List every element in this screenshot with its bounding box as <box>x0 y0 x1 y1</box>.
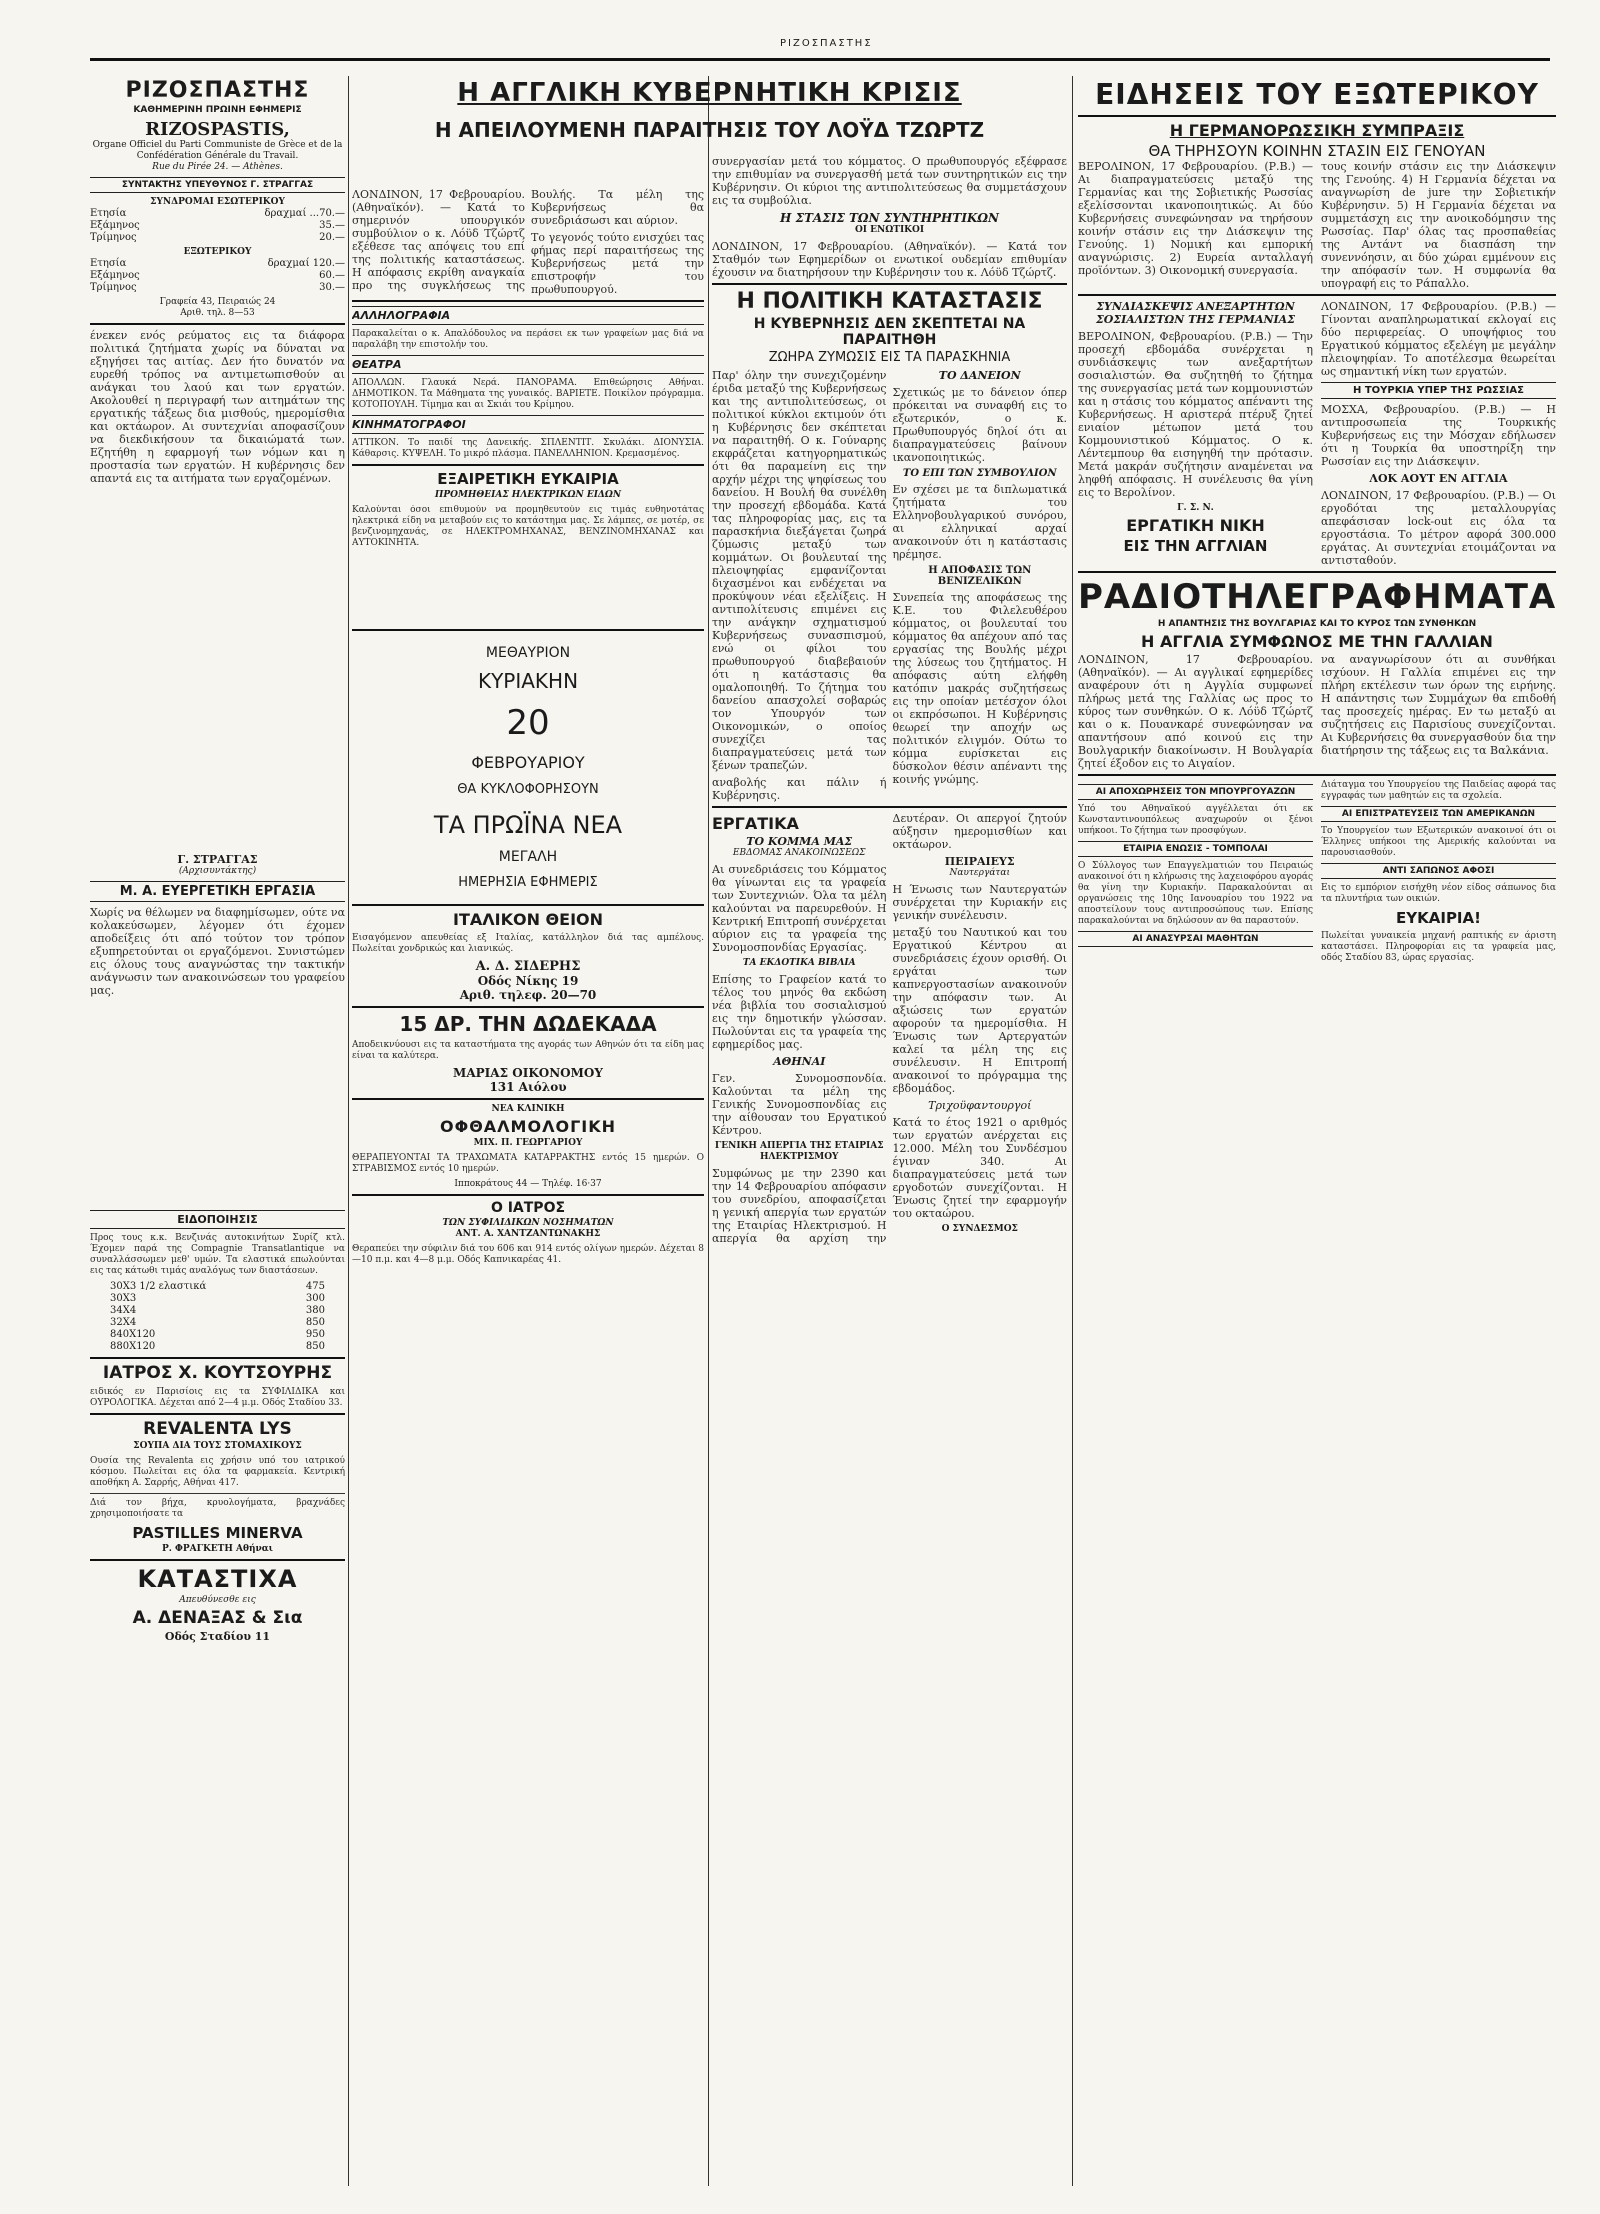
notice-text: Διάταγμα του Υπουργείου της Παιδείας αφορά τας εγγραφάς των μαθητών εις τα σχολεία. <box>1321 780 1556 801</box>
revalenta-title: REVALENTA LYS <box>143 1419 292 1439</box>
socialists-victory-section <box>1078 300 1556 567</box>
council-title: ΤΟ ΕΠΙ ΤΩΝ ΣΥΜΒΟΥΛΙΟΝ <box>902 468 1057 479</box>
german-russian-title: Η ΓΕΡΜΑΝΟΡΩΣΣΙΚΗ ΣΥΜΠΡΑΞΙΣ <box>1169 121 1465 140</box>
socialists-signature: Γ. Σ. Ν. <box>1177 503 1214 513</box>
katastixa-name: Α. ΔΕΝΑΞΑΣ & Σια <box>132 1608 303 1628</box>
main-headline: Η ΑΓΓΛΙΚΗ ΚΥΒΕΡΝΗΤΙΚΗ ΚΡΙΣΙΣ <box>457 78 962 108</box>
radio-headline: ΡΑΔΙΟΤΗΛΕΓΡΑΦΗΜΑΤΑ <box>1078 577 1556 617</box>
theatres-text: ΑΠΟΛΛΩΝ. Γλαυκά Νερά. ΠΑΝΟΡΑΜΑ. Επιθεώρησις Αθήναι. ΔΗΜΟΤΙΚΟΝ. Τα Μάθηματα της γυναικός. ΒΑΡΙΕΤΕ. Ποικίλον πρόγραμμα. ΚΟΤΟΠΟΥΛΗ. Τίμημα και αι Σκιάι του Κρίμηου. <box>352 378 704 410</box>
kyriaki-line: ΤΑ ΠΡΩΪΝΑ ΝΕΑ <box>433 811 623 839</box>
loan-title: ΤΟ ΔΑΝΕΙΟΝ <box>938 369 1021 382</box>
notice-text: Ο Σύλλογος των Επαγγελματιών του Πειραιώς ανακοινοί ότι η κλήρωσις της λαχειοφόρου αγοράς θα γίνη την Κυριακήν. Παρακαλούνται αι οργανώσεις της 10ης Ιανουαρίου του 1922 να αποστείλουν τους αντιπροσώπους των. Επίσης παρακαλούνται να δηλώσουν αν θα παραστούν. <box>1078 861 1313 926</box>
doctor-ad-text: ειδικός εν Παρισίοις εις τα ΣΥΦΙΛΙΔΙΚΑ και ΟΥΡΟΛΟΓΙΚΑ. Δέχεται από 2—4 μ.μ. Οδός Σταδίου 33. <box>90 1387 345 1408</box>
cinemas-title: ΚΙΝΗΜΑΤΟΓΡΑΦΟΙ <box>352 415 704 434</box>
tire-price-list <box>110 1281 325 1353</box>
cinemas-text: ΑΤΤΙΚΟΝ. Το παιδί της Δανεικής. ΣΠΛΕΝΤΙΤ. Σκυλάκι. ΔΙΟΝΥΣΙΑ. Κάθαρσις. ΚΥΨΕΛΗ. Το μικρό πλάσμα. ΠΑΝΕΛΛΗΝΙΟΝ. Κρεμασμένος. <box>352 438 704 459</box>
subs-domestic-list <box>90 208 345 244</box>
tire-row: 840X120 950 <box>110 1329 325 1340</box>
opportunity-sub: ΠΡΟΜΗΘΕΙΑΣ ΗΛΕΚΤΡΙΚΩΝ ΕΙΔΩΝ <box>434 490 622 500</box>
theatres-title: ΘΕΑΤΡΑ <box>352 355 704 374</box>
radio-body <box>1078 653 1556 770</box>
council-text: Εν σχέσει με τα διπλωματικά ζητήματα του Ελληνοβουλγαρικού συνόρου, αι ελληνικαί αρχαί ανακοινούν ότι η κατάστασις ηρέμησε. <box>892 483 1067 561</box>
column3-article-text: συνεργασίαν μετά του κόμματος. Ο πρωθυπουργός εξέφρασε την επιθυμίαν να συνεργασθή μετά των συντηρητικών εις την Κυβέρνησιν. Οι κύριοι της αντιπολιτεύσεως θα συμμετάσχουν εις τα συμβούλια. <box>712 155 1067 207</box>
italikon-contact: Α. Δ. ΣΙΔΕΡΗΣ <box>475 959 581 974</box>
athens-text: Γεν. Συνομοσπονδία. Καλούνται τα μέλη της Γενικής Συνομοσπονδίας εις την αίθουσαν του Εργατικού Κέντρου. <box>712 1072 887 1137</box>
lead-article-text: ΛΟΝΔΙΝΟΝ, 17 Φεβρουαρίου. (Αθηναϊκόν). — Κατά το σημερινόν υπουργικόν συμβούλιον ο κ. Λόϋδ Τζώρτζ εξέθεσε τας απόψεις του επί της πολιτικής καταστάσεως. Η απόφασις εκρίθη αναγκαία προ της συγκλήσεως της Βουλής. Τα μέλη της Κυβερνήσεως θα συνεδριάσωσι και αύριον. <box>352 188 704 292</box>
lead-article-text-2: Το γεγονός τούτο ενισχύει τας φήμας περί παραιτήσεως της Κυβερνήσεως μετά την επιστροφήν του πρωθυπουργού. <box>531 231 704 296</box>
notice-title: ΑΙ ΑΝΑΣΥΡΣΑΙ ΜΑΘΗΤΩΝ <box>1078 931 1313 947</box>
iatros-sub: ΤΩΝ ΣΥΦΙΛΙΔΙΚΩΝ ΝΟΣΗΜΑΤΩΝ <box>442 1218 614 1228</box>
rate-row: Ετησία δραχμαί ...70.— <box>90 208 345 219</box>
short-notices <box>1078 780 1556 964</box>
notice-title: ΕΤΑΙΡΙΑ ΕΝΩΣΙΣ - ΤΟΜΠΟΛΑΙ <box>1078 841 1313 857</box>
socialists-text: ΒΕΡΟΛΙΝΟΝ, Φεβρουαρίου. (Ρ.Β.) — Την προσεχή εβδομάδα συνέρχεται η συνδιάσκεψις των ανεξαρτήτων σοσιαλιστών. Θα συζητηθή το ζήτημα της συνεργασίας μετά των κομμουνιστών και η στάσις του κόμματος απέναντι της Κυβερνήσεως. Η αριστερά πτέρυξ ζητεί ενιαίον μέτωπον μετά του Κομμουνιστικού Κόμματος. Ο κ. Λέντεμπουρ θα εισηγηθή την πρότασιν. Μετά μακράν συζήτησιν αναμένεται να ληφθή απόφασις. Η συνέλευσις θα γίνη εις το Βερολίνον. <box>1078 330 1313 499</box>
iatros-name: ΑΝΤ. Α. ΧΑΝΤΖΑΝΤΩΝΑΚΗΣ <box>455 1229 601 1239</box>
publisher-address: 131 Αιόλου <box>489 1080 567 1094</box>
labour-text: Αι συνεδριάσεις του Κόμματος θα γίνωνται εις τα γραφεία των Συντεχνιών. Όλα τα μέλη καλούνται να παρευρεθούν. Η Κεντρική Επιτροπή συνέρχεται αύριον εις τα γραφεία της Συνομοσπονδίας Εργασίας. <box>712 863 887 954</box>
politics-subtitle-2: ΖΩΗΡΑ ΖΥΜΩΣΙΣ ΕΙΣ ΤΑ ΠΑΡΑΣΚΗΝΙΑ <box>768 350 1011 365</box>
german-russian-sub: ΘΑ ΤΗΡΗΣΟΥΝ ΚΟΙΝΗΝ ΣΤΑΣΙΝ ΕΙΣ ΓΕΝΟΥΑΝ <box>1148 142 1486 160</box>
piraeus-title: ΠΕΙΡΑΙΕΥΣ <box>944 855 1015 868</box>
german-russian-text-2: τους κοινήν στάσιν εις την Διάσκεψιν της Γενούης. 4) Η Γερμανία δέχεται να αναγνωρίση de jure την Σοβιετικήν Κυβέρνησιν. 5) Η Γερμανία δέχεται να συμμετάσχη εις την ανοικοδόμησιν της Ρωσσίας. Παρ' όλας τας προσπαθείας της Αντάντ να διασπάση την συνεννόησιν, αι δύο χώραι εμμένουν εις την απόφασίν των. Η συμφωνία θα υπογραφή εις το Ράπαλλο. <box>1321 160 1556 290</box>
turkey-title: Η ΤΟΥΡΚΙΑ ΥΠΕΡ ΤΗΣ ΡΩΣΣΙΑΣ <box>1321 382 1556 399</box>
italikon-text: Εισαγόμενον απευθείας εξ Ιταλίας, κατάλληλον διά τας αμπέλους. Πωλείται χονδρικώς και λιανικώς. <box>352 933 704 954</box>
column-rule <box>708 76 709 2186</box>
lockout-text: ΛΟΝΔΙΝΟΝ, 17 Φεβρουαρίου. (Ρ.Β.) — Οι εργοδόται της μεταλλουργίας απεφάσισαν lock-out εις όλα τα εργοστάσια. Το μέτρον αφορά 300.000 εργάτας. Αι συντεχνίαι ετοιμάζονται να αντισταθούν. <box>1321 489 1556 567</box>
masthead-subtitle: ΚΑΘΗΜΕΡΙΝΗ ΠΡΩΙΝΗ ΕΦΗΜΕΡΙΣ <box>133 105 302 115</box>
subs-foreign-heading: ΕΞΩΤΕΡΙΚΟΥ <box>183 247 252 257</box>
politics-body <box>712 369 1067 802</box>
labour-title: ΕΡΓΑΤΙΚΑ <box>712 814 799 833</box>
column-2 <box>352 76 704 2186</box>
article-text: ένεκεν ενός ρεύματος εις τα διάφορα πολιτικά ζητήματα χωρίς να δύναται να εξηγήσει τας αιτίας. Δεν ήτο δυνατόν να ευρεθή τρόπος να αντιμετωπισθούν αι ανάγκαι του λαού και των εργατών. Ακολουθεί η περιγραφή των αιτημάτων της εργατικής τάξεως δια μισθούς, ημερομίσθια και οκτάωρον. Αι συντεχνίαι αποφασίζουν να διεκδικήσουν τα δικαιώματά των. Εζητήθη η εφαρμογή των νόμων και η προστασία των εργατών. Η κυβέρνησις δεν απαντά εις τα αιτήματα των εργαζομένων. <box>90 329 345 485</box>
ophth-title: ΟΦΘΑΛΜΟΛΟΓΙΚΗ <box>439 1117 616 1136</box>
conservatives-sub: ΟΙ ΕΝΩΤΙΚΟΙ <box>854 225 925 235</box>
eukairia-title: ΕΥΚΑΙΡΙΑ! <box>1396 909 1481 927</box>
ophth-phone: Ιπποκράτους 44 — Τηλέφ. 16·37 <box>454 1179 602 1189</box>
iatros-text: Θεραπεύει την σύφιλιν διά του 606 και 914 εντός ολίγων ημερών. Δέχεται 8—10 π.μ. και 4—8 μ.μ. Οδός Καπνικαρέας 41. <box>352 1244 704 1265</box>
opportunity-title: ΕΞΑΙΡΕΤΙΚΗ ΕΥΚΑΙΡΙΑ <box>437 470 619 488</box>
strike-title: ΓΕΝΙΚΗ ΑΠΕΡΓΙΑ ΤΗΣ ΕΤΑΙΡΙΑΣ ΗΛΕΚΤΡΙΣΜΟΥ <box>714 1141 884 1162</box>
kyriaki-line: ΗΜΕΡΗΣΙΑ ΕΦΗΜΕΡΙΣ <box>458 875 598 890</box>
politics-text-2: αναβολής και πάλιν ή Κυβέρνησις. <box>712 776 887 802</box>
opportunity-text: Καλούνται όσοι επιθυμούν να προμηθευτούν εις τιμάς ευθηνοτάτας ηλεκτρικά είδη να μεταβούν εις το κατάστημα μας. Σε λάμπες, σε μοτέρ, σε βενζινομηχανάς, σε ΗΛΕΚΤΡΟΜΗΧΑΝΑΣ, ΒΕΝΖΙΝΟΜΗΧΑΝΑΣ και ΑΥΤΟΚΙΝΗΤΑ. <box>352 505 704 548</box>
kyriaki-line: ΘΑ ΚΥΚΛΟΦΟΡΗΣΟΥΝ <box>457 782 599 797</box>
katastixa-title: ΚΑΤΑΣΤΙΧΑ <box>137 1565 298 1593</box>
kyriaki-line: ΜΕΘΑΥΡΙΟΝ <box>485 645 571 661</box>
labour-sub-2: ΕΒΔΟΜΑΣ ΑΝΑΚΟΙΝΩΣΕΩΣ <box>732 848 866 858</box>
eukairia-text: Πωλείται γυναικεία μηχανή ραπτικής εν άριστη καταστάσει. Πληροφορίαι εις τα γραφεία μας, οδός Σταδίου 83, ώρας εργασίας. <box>1321 931 1556 963</box>
ophth-pre: ΝΕΑ ΚΛΙΝΙΚΗ <box>491 1104 565 1114</box>
revalenta-text: Ουσία της Revalenta εις χρήσιν υπό του ιατρικού κόσμου. Πωλείται εις όλα τα φαρμακεία. Κεντρική αποθήκη Α. Σαρρής, Αθήναι 417. <box>90 1456 345 1488</box>
conservatives-title: Η ΣΤΑΣΙΣ ΤΩΝ ΣΥΝΤΗΡΗΤΙΚΩΝ <box>779 211 1000 225</box>
column-1 <box>90 76 345 2186</box>
running-head-rule <box>90 38 1550 61</box>
politics-text: Παρ' όλην την συνεχιζομένην έριδα μεταξύ της Κυβερνήσεως και της αντιπολιτεύσεως, οι πολιτικοί κύκλοι εκτιμούν ότι η Κυβέρνησις δεν σκέπτεται να παραιτηθή. Ο κ. Γούναρης εκφράζεται κατηγορηματικώς ότι θα παραμείνη εις την αρχήν μέχρι της ψηφίσεως του δανείου. Η Βουλή θα συνέλθη την προσεχή εβδομάδα. Κατά τας πληροφορίας μας, εις τα παρασκήνια διεξάγεται ζωηρά ζύμωσις μεταξύ των κομμάτων. Οι βουλευταί της πλειοψηφίας εμφανίζονται διχασμένοι και ενδέχεται να προκύψουν νέαι εξελίξεις. Η αντιπολίτευσις επιμένει εις την ανάγκην σχηματισμού Κυβερνήσεως συνασπισμού, ενώ οι φίλοι του πρωθυπουργού διαβεβαιούν ότι η κατάστασις θα ομαλοποιηθή. Το ζήτημα του δανείου απασχολεί σοβαρώς τον Υπουργόν των Οικονομικών, ο οποίος συνεχίζει τας διαπραγματεύσεις μετά των ξένων τραπεζών. <box>712 369 887 772</box>
notice-text: Το Υπουργείον των Εξωτερικών ανακοινοί ότι οι Έλληνες υπήκοοι της Αμερικής καλούνται να παρουσιασθούν. <box>1321 826 1556 858</box>
politics-title: Η ΠΟΛΙΤΙΚΗ ΚΑΤΑΣΤΑΣΙΣ <box>736 289 1043 314</box>
publisher-title: ΜΑΡΙΑΣ ΟΙΚΟΝΟΜΟΥ <box>453 1066 603 1080</box>
pastilles-text: Διά τον βήχα, κρυολογήματα, βραχνάδες χρησιμοποιήσατε τα <box>90 1498 345 1519</box>
labour-section <box>712 812 1067 1245</box>
rate-row: Εξάμηνος 35.— <box>90 220 345 231</box>
tire-row: 32X4 850 <box>110 1317 325 1328</box>
socialists-title: ΣΥΝΔΙΑΣΚΕΨΙΣ ΑΝΕΞΑΡΤΗΤΩΝ ΣΟΣΙΑΛΙΣΤΩΝ ΤΗΣ ΓΕΡΜΑΝΙΑΣ <box>1095 300 1295 326</box>
labour-signature: Ο ΣΥΝΔΕΣΜΟΣ <box>941 1224 1018 1234</box>
italikon-address: Οδός Νίκης 19 <box>477 974 579 988</box>
tire-row: 34X4 380 <box>110 1305 325 1316</box>
masthead-title: ΡΙΖΟΣΠΑΣΤΗΣ <box>125 78 310 103</box>
masthead-box <box>90 78 345 325</box>
correspondence-text: Παρακαλείται ο κ. Απαλόδουλος να περάσει εκ των γραφείων μας διά να παραλάβη την επιστολήν του. <box>352 329 704 350</box>
textile-text: Κατά το έτος 1921 ο αριθμός των εργατών ανέρχεται εις 12.000. Μέλη του Συνδέσμου έγιναν 340. Αι διαπραγματεύσεις μετά των εργοδοτών συνεχίζονται. Η Ένωσις ζητεί την εφαρμογήν του οκταώρου. <box>892 1116 1067 1220</box>
notices-title: ΕΙΔΟΠΟΙΗΣΙΣ <box>90 1210 345 1229</box>
column-4 <box>1078 76 1556 2186</box>
textile-title: Τριχοϋφαντουργοί <box>928 1099 1032 1112</box>
rate-row: Τρίμηνος 20.— <box>90 232 345 243</box>
price-title: 15 ΔΡ. ΤΗΝ ΔΩΔΕΚΑΔΑ <box>399 1012 657 1036</box>
masthead-organ: Organe Officiel du Parti Communiste de Grèce et de la Confédération Générale du Travail. <box>92 140 343 161</box>
victory-title: ΕΡΓΑΤΙΚΗ ΝΙΚΗ <box>1126 516 1265 535</box>
tire-row: 30X3 1/2 ελαστικά 475 <box>110 1281 325 1292</box>
doctor-ad-title: ΙΑΤΡΟΣ Χ. ΚΟΥΤΣΟΥΡΗΣ <box>102 1363 333 1383</box>
athens-title: ΑΘΗΝΑΙ <box>773 1055 826 1068</box>
kyriaki-ad <box>352 635 704 900</box>
radio-text-2: να αναγνωρίσουν ότι αι συνθήκαι ισχύουν. Η Γαλλία επιμένει εις την πλήρη εκτέλεσιν των όρων της ειρήνης. Η απάντησις των Συμμάχων θα επιδοθή τας προσεχείς ημέρας. Εν τω μεταξύ αι συζητήσεις εις Παρισίους συνεχίζονται. Αι Κυβερνήσεις θα συνεργασθούν δια την διατήρησιν της τάξεως εις τα Βαλκάνια. <box>1321 653 1556 757</box>
politics-subtitle: Η ΚΥΒΕΡΝΗΣΙΣ ΔΕΝ ΣΚΕΠΤΕΤΑΙ ΝΑ ΠΑΡΑΙΤΗΘΗ <box>753 316 1026 348</box>
subs-foreign-list <box>90 258 345 294</box>
piraeus-text: Η Ένωσις των Ναυτεργατών συνέρχεται την Κυριακήν εις γενικήν συνέλευσιν. <box>892 883 1067 922</box>
revalenta-sub: ΣΟΥΠΑ ΔΙΑ ΤΟΥΣ ΣΤΟΜΑΧΙΚΟΥΣ <box>133 1441 302 1451</box>
ad-title: Μ. Α. ΕΥΕΡΓΕΤΙΚΗ ΕΡΓΑΣΙΑ <box>90 881 345 902</box>
strike-text: Συμφώνως με την 2390 και την 14 Φεβρουαρίου απόφασιν του συνεδρίου, αποφασίζεται η γενική απεργία των εργατών της Εταιρίας Ηλεκτρισμού. Η απεργία θα αρχίση την Δευτέραν. Οι απεργοί ζητούν αύξησιν ημερομισθίων και οκτάωρον. <box>712 812 1067 1245</box>
column-rule <box>348 76 349 2186</box>
article-signature: Γ. ΣΤΡΑΓΓΑΣ <box>177 853 258 866</box>
rate-row: Τρίμηνος 30.— <box>90 282 345 293</box>
radio-sub: Η ΑΠΑΝΤΗΣΙΣ ΤΗΣ ΒΟΥΛΓΑΡΙΑΣ ΚΑΙ ΤΟ ΚΥΡΟΣ ΤΩΝ ΣΥΝΘΗΚΩΝ <box>1157 619 1477 629</box>
rate-row: Ετησία δραχμαί 120.— <box>90 258 345 269</box>
rate-row: Εξάμηνος 60.— <box>90 270 345 281</box>
books-title: ΤΑ ΕΚΔΟΤΙΚΑ ΒΙΒΛΙΑ <box>742 958 856 968</box>
main-subheadline: Η ΑΠΕΙΛΟΥΜΕΝΗ ΠΑΡΑΙΤΗΣΙΣ ΤΟΥ ΛΟΫΔ ΤΖΩΡΤΖ <box>434 118 985 142</box>
kyriaki-line: ΜΕΓΑΛΗ <box>498 849 558 865</box>
ophth-doctor: ΜΙΧ. Π. ΓΕΩΡΓΑΡΙΟΥ <box>473 1138 583 1148</box>
column-3 <box>712 76 1067 2186</box>
tire-row: 30X3 300 <box>110 1293 325 1304</box>
piraeus-sub: Ναυτεργάται <box>949 868 1011 878</box>
notices-text: Προς τους κ.κ. Βενζινάς αυτοκινήτων Συρίζ κτλ. Έχομεν παρά της Compagnie Transatlantique να συναλλάσσωμεν μεθ' υμών. Τα ελαστικά επωλούνται εις τας κάτωθι τιμάς αναλόγως των διαστάσεων. <box>90 1233 345 1276</box>
foreign-news-headline: ΕΙΔΗΣΕΙΣ ΤΟΥ ΕΞΩΤΕΡΙΚΟΥ <box>1095 78 1539 111</box>
radio-sub-2: Η ΑΓΓΛΙΑ ΣΥΜΦΩΝΟΣ ΜΕ ΤΗΝ ΓΑΛΛΙΑΝ <box>1141 632 1493 651</box>
katastixa-address: Οδός Σταδίου 11 <box>164 1630 271 1643</box>
kyriaki-line: ΚΥΡΙΑΚΗΝ <box>477 669 579 693</box>
tire-row: 880X120 850 <box>110 1341 325 1352</box>
kyriaki-line: 20 <box>506 703 550 743</box>
notice-title: ΑΙ ΑΠΟΧΩΡΗΣΕΙΣ ΤΟΝ ΜΠΟΥΡΓΟΥΑΖΩΝ <box>1078 784 1313 800</box>
masthead-offices: Γραφεία 43, Πειραιώς 24 <box>159 297 276 307</box>
german-russian-body <box>1078 160 1556 290</box>
italikon-title: ΙΤΑΛΙΚΟΝ ΘΕΙΟΝ <box>452 910 604 929</box>
conservatives-text: ΛΟΝΔΙΝΟΝ, 17 Φεβρουαρίου. (Αθηναϊκόν). — Κατά τον Σταθμόν των Εφημερίδων οι ενωτικοί ουδεμίαν επιθυμίαν έχουσιν να διατηρήσουν την Κυβέρνησιν του κ. Λόϋδ Τζώρτζ. <box>712 240 1067 279</box>
ophth-text: ΘΕΡΑΠΕΥΟΝΤΑΙ ΤΑ ΤΡΑΧΩΜΑΤΑ ΚΑΤΑΡΡΑΚΤΗΣ εντός 15 ημερών. Ο ΣΤΡΑΒΙΣΜΟΣ εντός 10 ημερών. <box>352 1153 704 1174</box>
subs-domestic-heading: ΣΥΝΔΡΟΜΑΙ ΕΣΩΤΕΡΙΚΟΥ <box>150 197 285 207</box>
labour-sub: ΤΟ ΚΟΜΜΑ ΜΑΣ <box>746 835 853 848</box>
pastilles-title: PASTILLES MINERVA <box>132 1524 303 1542</box>
masthead-address: Rue du Pirée 24. — Athènes. <box>152 162 283 172</box>
kyriaki-line: ΦΕΒΡΟΥΑΡΙΟΥ <box>471 753 585 772</box>
masthead-phone: Αριθ. τηλ. 8—53 <box>180 308 255 318</box>
iatros-title: Ο ΙΑΤΡΟΣ <box>490 1200 566 1216</box>
notice-text: Υπό του Αθηναϊκού αγγέλλεται ότι εκ Κωνσταντινουπόλεως αναχωρούν οι ξένοι υπήκοοι. Το ζήτημα των προσφύγων. <box>1078 804 1313 836</box>
running-head: ΡΙΖΟΣΠΑΣΤΗΣ <box>780 38 873 49</box>
price-text: Αποδεικνύουσι εις τα καταστήματα της αγοράς των Αθηνών ότι τα είδη μας είναι τα καλύτερα. <box>352 1040 704 1061</box>
article-signature-note: (Αρχισυντάκτης) <box>178 866 257 876</box>
masthead-title-latin: RIZOSPASTIS, <box>145 119 290 140</box>
venizelists-title: Η ΑΠΟΦΑΣΙΣ ΤΩΝ ΒΕΝΙΖΕΛΙΚΩΝ <box>928 565 1032 587</box>
katastixa-sub: Απευθύνεσθε εις <box>179 1595 256 1605</box>
correspondence-title: ΑΛΛΗΛΟΓΡΑΦΙΑ <box>352 306 704 325</box>
italikon-phone: Αριθ. τηλεφ. 20—70 <box>459 988 597 1002</box>
notice-title: ΑΙ ΕΠΙΣΤΡΑΤΕΥΣΕΙΣ ΤΩΝ ΑΜΕΡΙΚΑΝΩΝ <box>1321 806 1556 822</box>
victory-text: ΛΟΝΔΙΝΟΝ, 17 Φεβρουαρίου. (Ρ.Β.) — Γίνονται αναπληρωματικαί εκλογαί εις δύο περιφερείας. Ο υποψήφιος του Εργατικού κόμματος εξελέγη με μεγάλην πλειοψηφίαν. Το αποτέλεσμα θεωρείται ως σημαντική νίκη των εργατών. <box>1321 300 1556 378</box>
lockout-title: ΛΟΚ ΑΟΥΤ ΕΝ ΑΓΓΛΙΑ <box>1369 472 1508 485</box>
lead-article-body <box>352 188 704 296</box>
victory-sub: ΕΙΣ ΤΗΝ ΑΓΓΛΙΑΝ <box>1123 537 1268 555</box>
column-rule <box>1072 76 1073 2186</box>
pastilles-sub: Ρ. ΦΡΑΓΚΕΤΗ Αθήναι <box>161 1544 274 1554</box>
labour-right-text: μεταξύ του Ναυτικού και του Εργατικού Κέντρου αι συνεδριάσεις έχουν ορισθή. Οι εργάται των καπνεργοστασίων ανακοινούν την απόφασιν των. Αι αξιώσεις των εργατών αφορούν τα ημερομίσθια. Η Ένωσις των Αρτεργατών καλεί τα μέλη της εις συνέλευσιν. Η Επιτροπή ανακοινοί το πρόγραμμα της εβδομάδος. <box>892 926 1067 1095</box>
ad-text: Χωρίς να θέλωμεν να διαφημίσωμεν, ούτε να κολακεύσωμεν, λέγομεν ότι έχομεν αποδείξεις ότι από τούτον τον τρόπον εξυπηρετούνται οι εργαζόμενοι. Συνιστώμεν εις όλους τους αναγνώστας την τακτικήν ανάγνωσιν των ανακοινώσεων του γραφείου μας. <box>90 906 345 997</box>
masthead-editor: ΣΥΝΤΑΚΤΗΣ ΥΠΕΥΘΥΝΟΣ Γ. ΣΤΡΑΓΓΑΣ <box>90 177 345 193</box>
radio-text: ΛΟΝΔΙΝΟΝ, 17 Φεβρουαρίου. (Αθηναϊκόν). — Αι αγγλικαί εφημερίδες αναφέρουν ότι η Αγγλία συμφωνεί πλήρως μετά της Γαλλίας ως προς το κύρος των συνθηκών. Ο κ. Λόϋδ Τζώρτζ και ο κ. Πουανκαρέ συνεφώνησαν να απαντήσουν από κοινού εις την Βουλγαρικήν διακοίνωσιν. Η Βουλγαρία ζητεί έξοδον εις το Αιγαίον. <box>1078 653 1313 770</box>
books-text: Επίσης το Γραφείον κατά το τέλος του μηνός θα εκδώση νέα βιβλία του σοσιαλισμού εις την δημοτικήν γλώσσαν. Πωλούνται εις τα γραφεία της εφημερίδος μας. <box>712 973 887 1051</box>
loan-text: Σχετικώς με το δάνειον όπερ πρόκειται να συναφθή εις το εξωτερικόν, ο κ. Πρωθυπουργός δηλοί ότι αι διαπραγματεύσεις βαίνουν ικανοποιητικώς. <box>892 386 1067 464</box>
turkey-text: ΜΟΣΧΑ, Φεβρουαρίου. (Ρ.Β.) — Η αντιπροσωπεία της Τουρκικής Κυβερνήσεως εις την Μόσχαν εδήλωσεν ότι η Τουρκία θα υποστηρίξη την Ρωσσίαν εις την Διάσκεψιν. <box>1321 403 1556 468</box>
german-russian-text: ΒΕΡΟΛΙΝΟΝ, 17 Φεβρουαρίου. (Ρ.Β.) — Αι διαπραγματεύσεις μεταξύ της Γερμανίας και της Σοβιετικής Ρωσσίας εξελίσσονται ικανοποιητικώς. Αι δύο Κυβερνήσεις συνεφώνησαν να τηρήσουν κοινήν στάσιν εις την Διάσκεψιν της Γενούης. 1) Νομική και εμπορική αναγνώρισις. 2) Ευρεία ανταλλαγή προϊόντων. 3) Οικονομική συνεργασία. <box>1078 160 1313 277</box>
notice-text: Εις το εμπόριον εισήχθη νέον είδος σάπωνος δια τα πλυντήρια των οικιών. <box>1321 883 1556 904</box>
notice-title: ΑΝΤΙ ΣΑΠΩΝΟΣ ΑΦΟΣΙ <box>1321 863 1556 879</box>
venizelists-text: Συνεπεία της αποφάσεως της Κ.Ε. του Φιλελευθέρου κόμματος, οι βουλευταί του κόμματος θα απέχουν από τας εργασίας της Βουλής μέχρι της λύσεως του ζητήματος. Η απόφασις αύτη ελήφθη κατόπιν μακράς συζητήσεως εις την οποίαν μετέσχον όλοι οι εκπρόσωποι. Η Κυβέρνησις θεωρεί την αποχήν ως πολιτικόν ελιγμόν. Ούτω το κόμμα ευρίσκεται εις δύσκολον θέσιν απέναντι της κοινής γνώμης. <box>892 591 1067 786</box>
